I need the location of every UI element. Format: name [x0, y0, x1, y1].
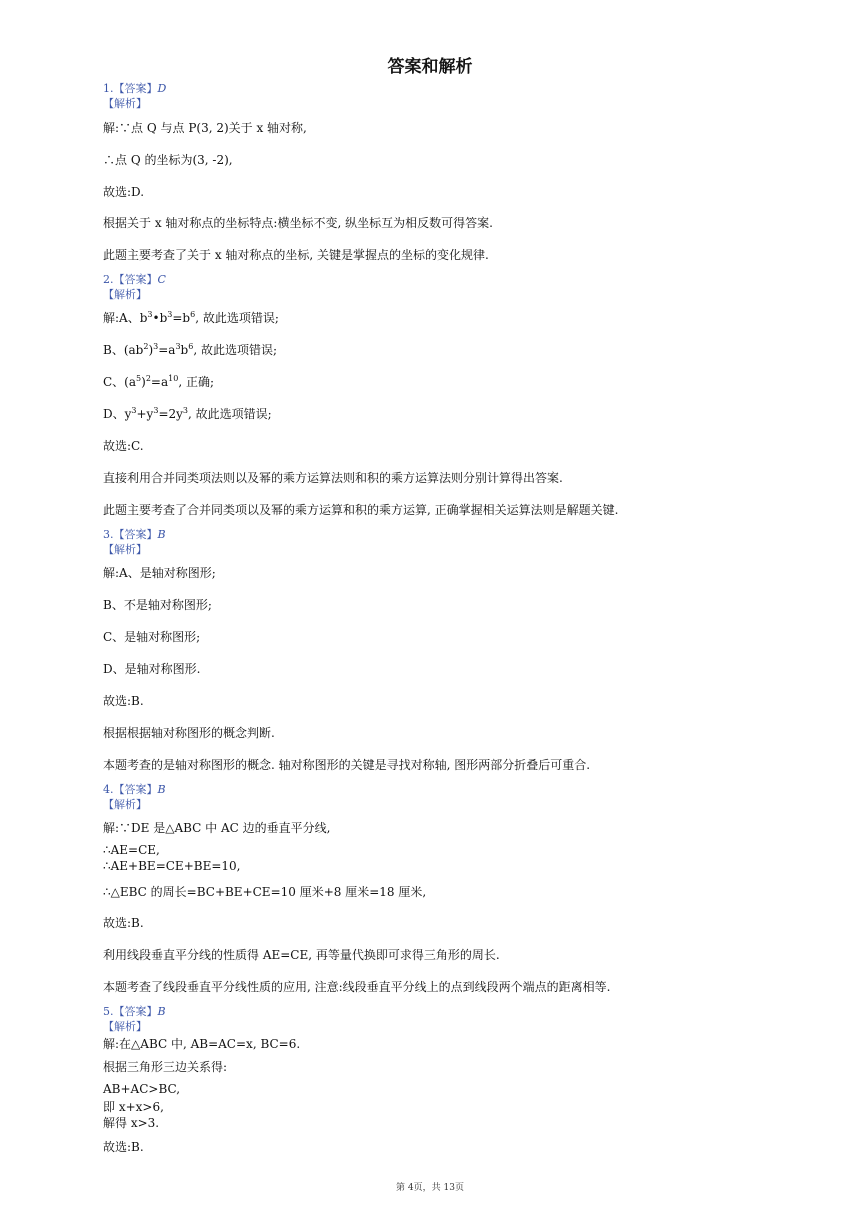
- text-line: ∴点 Q 的坐标为(3, -2),: [103, 153, 233, 167]
- answer-value: B: [157, 783, 166, 796]
- analysis-label: 【解析】: [103, 1020, 147, 1033]
- answer-5: [103, 1003, 166, 1019]
- analysis-label: 【解析】: [103, 97, 147, 110]
- answer-1: [103, 80, 166, 96]
- text-line: 本题考查了线段垂直平分线性质的应用, 注意:线段垂直平分线上的点到线段两个端点的距离相等.: [103, 980, 611, 994]
- text-line: C、是轴对称图形;: [103, 630, 201, 644]
- answer-label: 2.【答案】: [103, 273, 158, 286]
- text-line: 根据根据轴对称图形的概念判断.: [103, 726, 275, 740]
- text-line: 直接利用合并同类项法则以及幂的乘方运算法则和积的乘方运算法则分别计算得出答案.: [103, 471, 563, 485]
- text-line: 故选:C.: [103, 439, 144, 453]
- answer-value: B: [157, 528, 166, 541]
- text-line: ∴AE+BE=CE+BE=10,: [103, 859, 241, 873]
- text-line: 利用线段垂直平分线的性质得 AE=CE, 再等量代换即可求得三角形的周长.: [103, 948, 500, 962]
- text-line: 故选:B.: [103, 916, 144, 930]
- text-line: 本题考查的是轴对称图形的概念. 轴对称图形的关键是寻找对称轴, 图形两部分折叠后可重合.: [103, 758, 591, 772]
- text-line: 解得 x>3.: [103, 1116, 160, 1130]
- answer-4: [103, 781, 166, 797]
- text-line: 解:∵DE 是△ABC 中 AC 边的垂直平分线,: [103, 821, 331, 835]
- text-line: ∴AE=CE,: [103, 843, 160, 857]
- answer-label: 1.【答案】: [103, 82, 158, 95]
- page-title: 答案和解析: [387, 57, 473, 77]
- text-line: B、不是轴对称图形;: [103, 598, 212, 612]
- option-a-line: 解:A、$b^3•b^3=b^6$, 故此选项错误;: [103, 310, 279, 325]
- answer-label: 4.【答案】: [103, 783, 158, 796]
- option-d-line: D、$y^3+y^3=2y^3$, 故此选项错误;: [103, 406, 272, 421]
- option-c-line: C、$(a^5)^2=a^{10}$, 正确;: [103, 374, 214, 389]
- option-b-line: B、$(ab^2)^3=a^3b^6$, 故此选项错误;: [103, 342, 277, 357]
- answer-3: [103, 526, 166, 542]
- text-line: 解:A、是轴对称图形;: [103, 566, 216, 580]
- answer-2: [103, 271, 166, 287]
- text-line: 即 x+x>6,: [103, 1100, 164, 1114]
- answer-value: C: [157, 273, 166, 286]
- page-footer: 第 4页，共 13页: [396, 1183, 464, 1193]
- answer-label: 5.【答案】: [103, 1005, 158, 1018]
- text-line: ∴△EBC 的周长=BC+BE+CE=10 厘米+8 厘米=18 厘米,: [103, 885, 427, 899]
- text-line: 故选:B.: [103, 694, 144, 708]
- analysis-label: 【解析】: [103, 288, 147, 301]
- answer-label: 3.【答案】: [103, 528, 158, 541]
- text-line: 解:在△ABC 中, AB=AC=x, BC=6.: [103, 1037, 301, 1051]
- analysis-label: 【解析】: [103, 798, 147, 811]
- text-line: 根据三角形三边关系得:: [103, 1060, 228, 1074]
- text-line: 根据关于 x 轴对称点的坐标特点:横坐标不变, 纵坐标互为相反数可得答案.: [103, 216, 493, 230]
- analysis-label: 【解析】: [103, 543, 147, 556]
- text-line: 此题主要考查了关于 x 轴对称点的坐标, 关键是掌握点的坐标的变化规律.: [103, 248, 489, 262]
- text-line: AB+AC>BC,: [103, 1082, 181, 1096]
- text-line: 故选:D.: [103, 185, 145, 199]
- text-line: 故选:B.: [103, 1140, 144, 1154]
- text-line: D、是轴对称图形.: [103, 662, 201, 676]
- text-line: 解:∵点 Q 与点 P(3, 2)关于 x 轴对称,: [103, 121, 307, 135]
- text-line: 此题主要考查了合并同类项以及幂的乘方运算和积的乘方运算, 正确掌握相关运算法则是解题关键.: [103, 503, 619, 517]
- answer-value: D: [157, 82, 167, 95]
- answer-value: B: [157, 1005, 166, 1018]
